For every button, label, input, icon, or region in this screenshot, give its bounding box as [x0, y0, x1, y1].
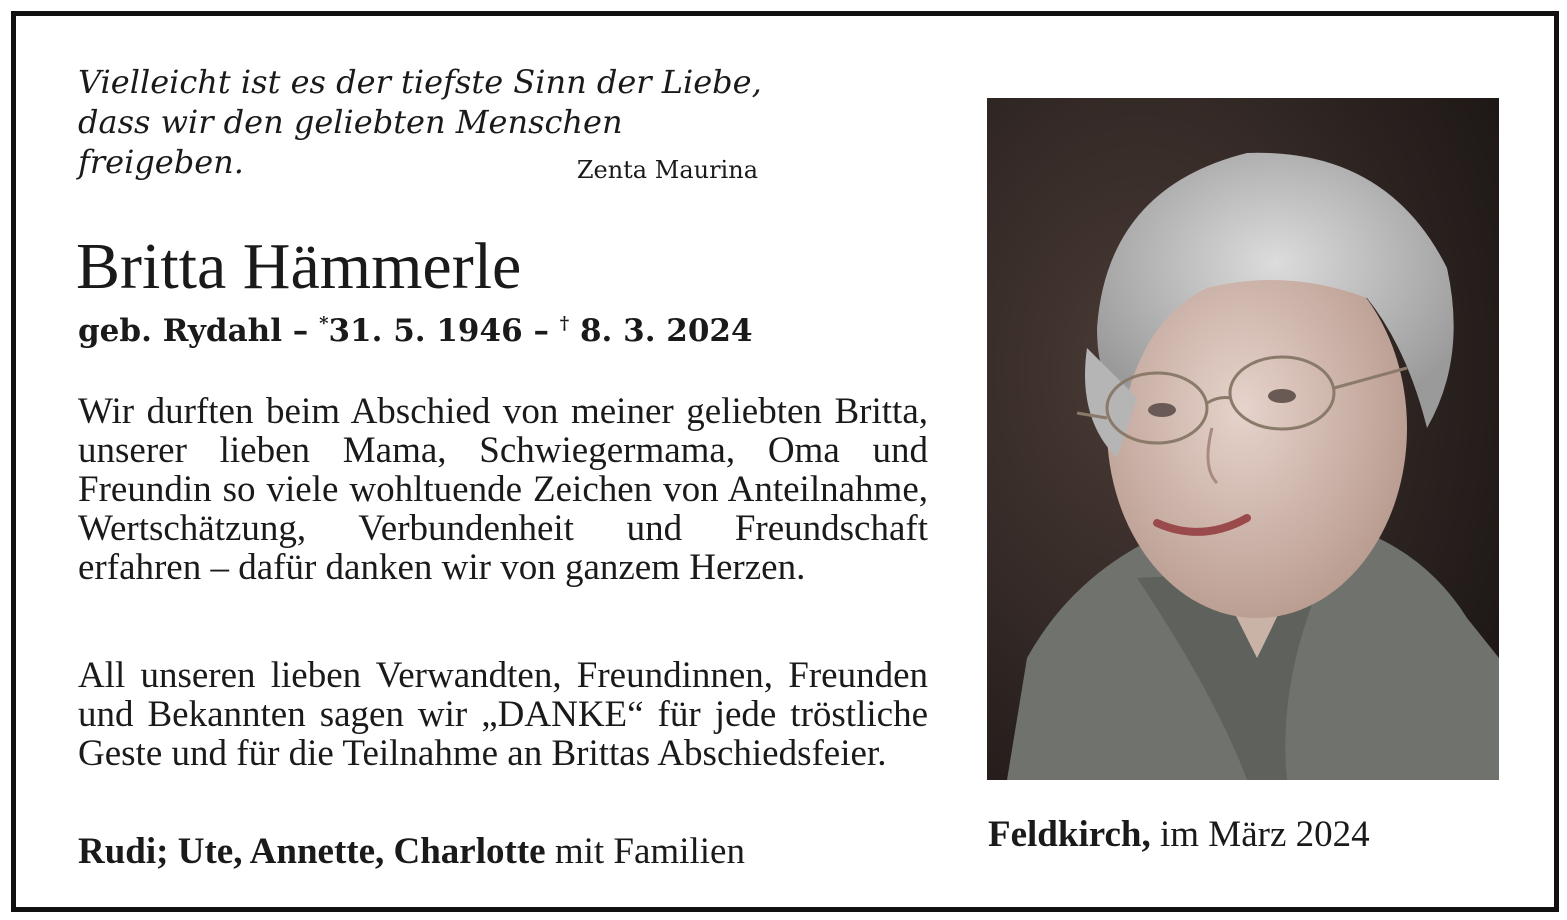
- quote-line-1: Vielleicht ist es der tiefste Sinn der Liebe,: [78, 63, 762, 101]
- signoff: [78, 830, 745, 874]
- maiden-name: geb. Rydahl: [78, 313, 282, 349]
- thanks-paragraph-2: All unseren lieben Verwandten, Freundinnen, Freunden und Bekannten sagen wir „DANKE“ für jede tröstliche Geste und für die Teilnahme an Brittas Abschiedsfeier.: [78, 655, 928, 774]
- obituary-frame: [11, 11, 1559, 912]
- quote-author: Zenta Maurina: [576, 156, 758, 184]
- date-separator-2: –: [522, 313, 560, 349]
- thanks-paragraph-1: Wir durften beim Abschied von meiner geliebten Britta, unserer lieben Mama, Schwiegermama, Oma und Freundin so viele wohltuende Zeichen von Anteilnahme, Wertschätzung, Verbundenheit und Freundschaft erfahren – dafür danken wir von ganzem Herzen.: [78, 391, 928, 588]
- portrait-illustration: [987, 98, 1499, 780]
- life-dates: [78, 304, 753, 351]
- date-separator-1: –: [281, 313, 320, 349]
- birth-date: 31. 5. 1946: [328, 313, 523, 349]
- death-mark: †: [559, 313, 570, 334]
- death-date: 8. 3. 2024: [569, 313, 753, 349]
- place-month: im März 2024: [1150, 814, 1370, 855]
- place-date: [988, 813, 1370, 857]
- signoff-names: Rudi; Ute, Annette, Charlotte: [78, 831, 546, 872]
- portrait-photo: [987, 98, 1499, 780]
- quote-line-2: dass wir den geliebten Menschen freigeben.: [78, 103, 623, 181]
- place-city: Feldkirch,: [988, 814, 1151, 855]
- deceased-name: Britta Hämmerle: [76, 230, 522, 303]
- signoff-suffix: mit Familien: [545, 831, 745, 872]
- birth-mark: *: [319, 313, 329, 334]
